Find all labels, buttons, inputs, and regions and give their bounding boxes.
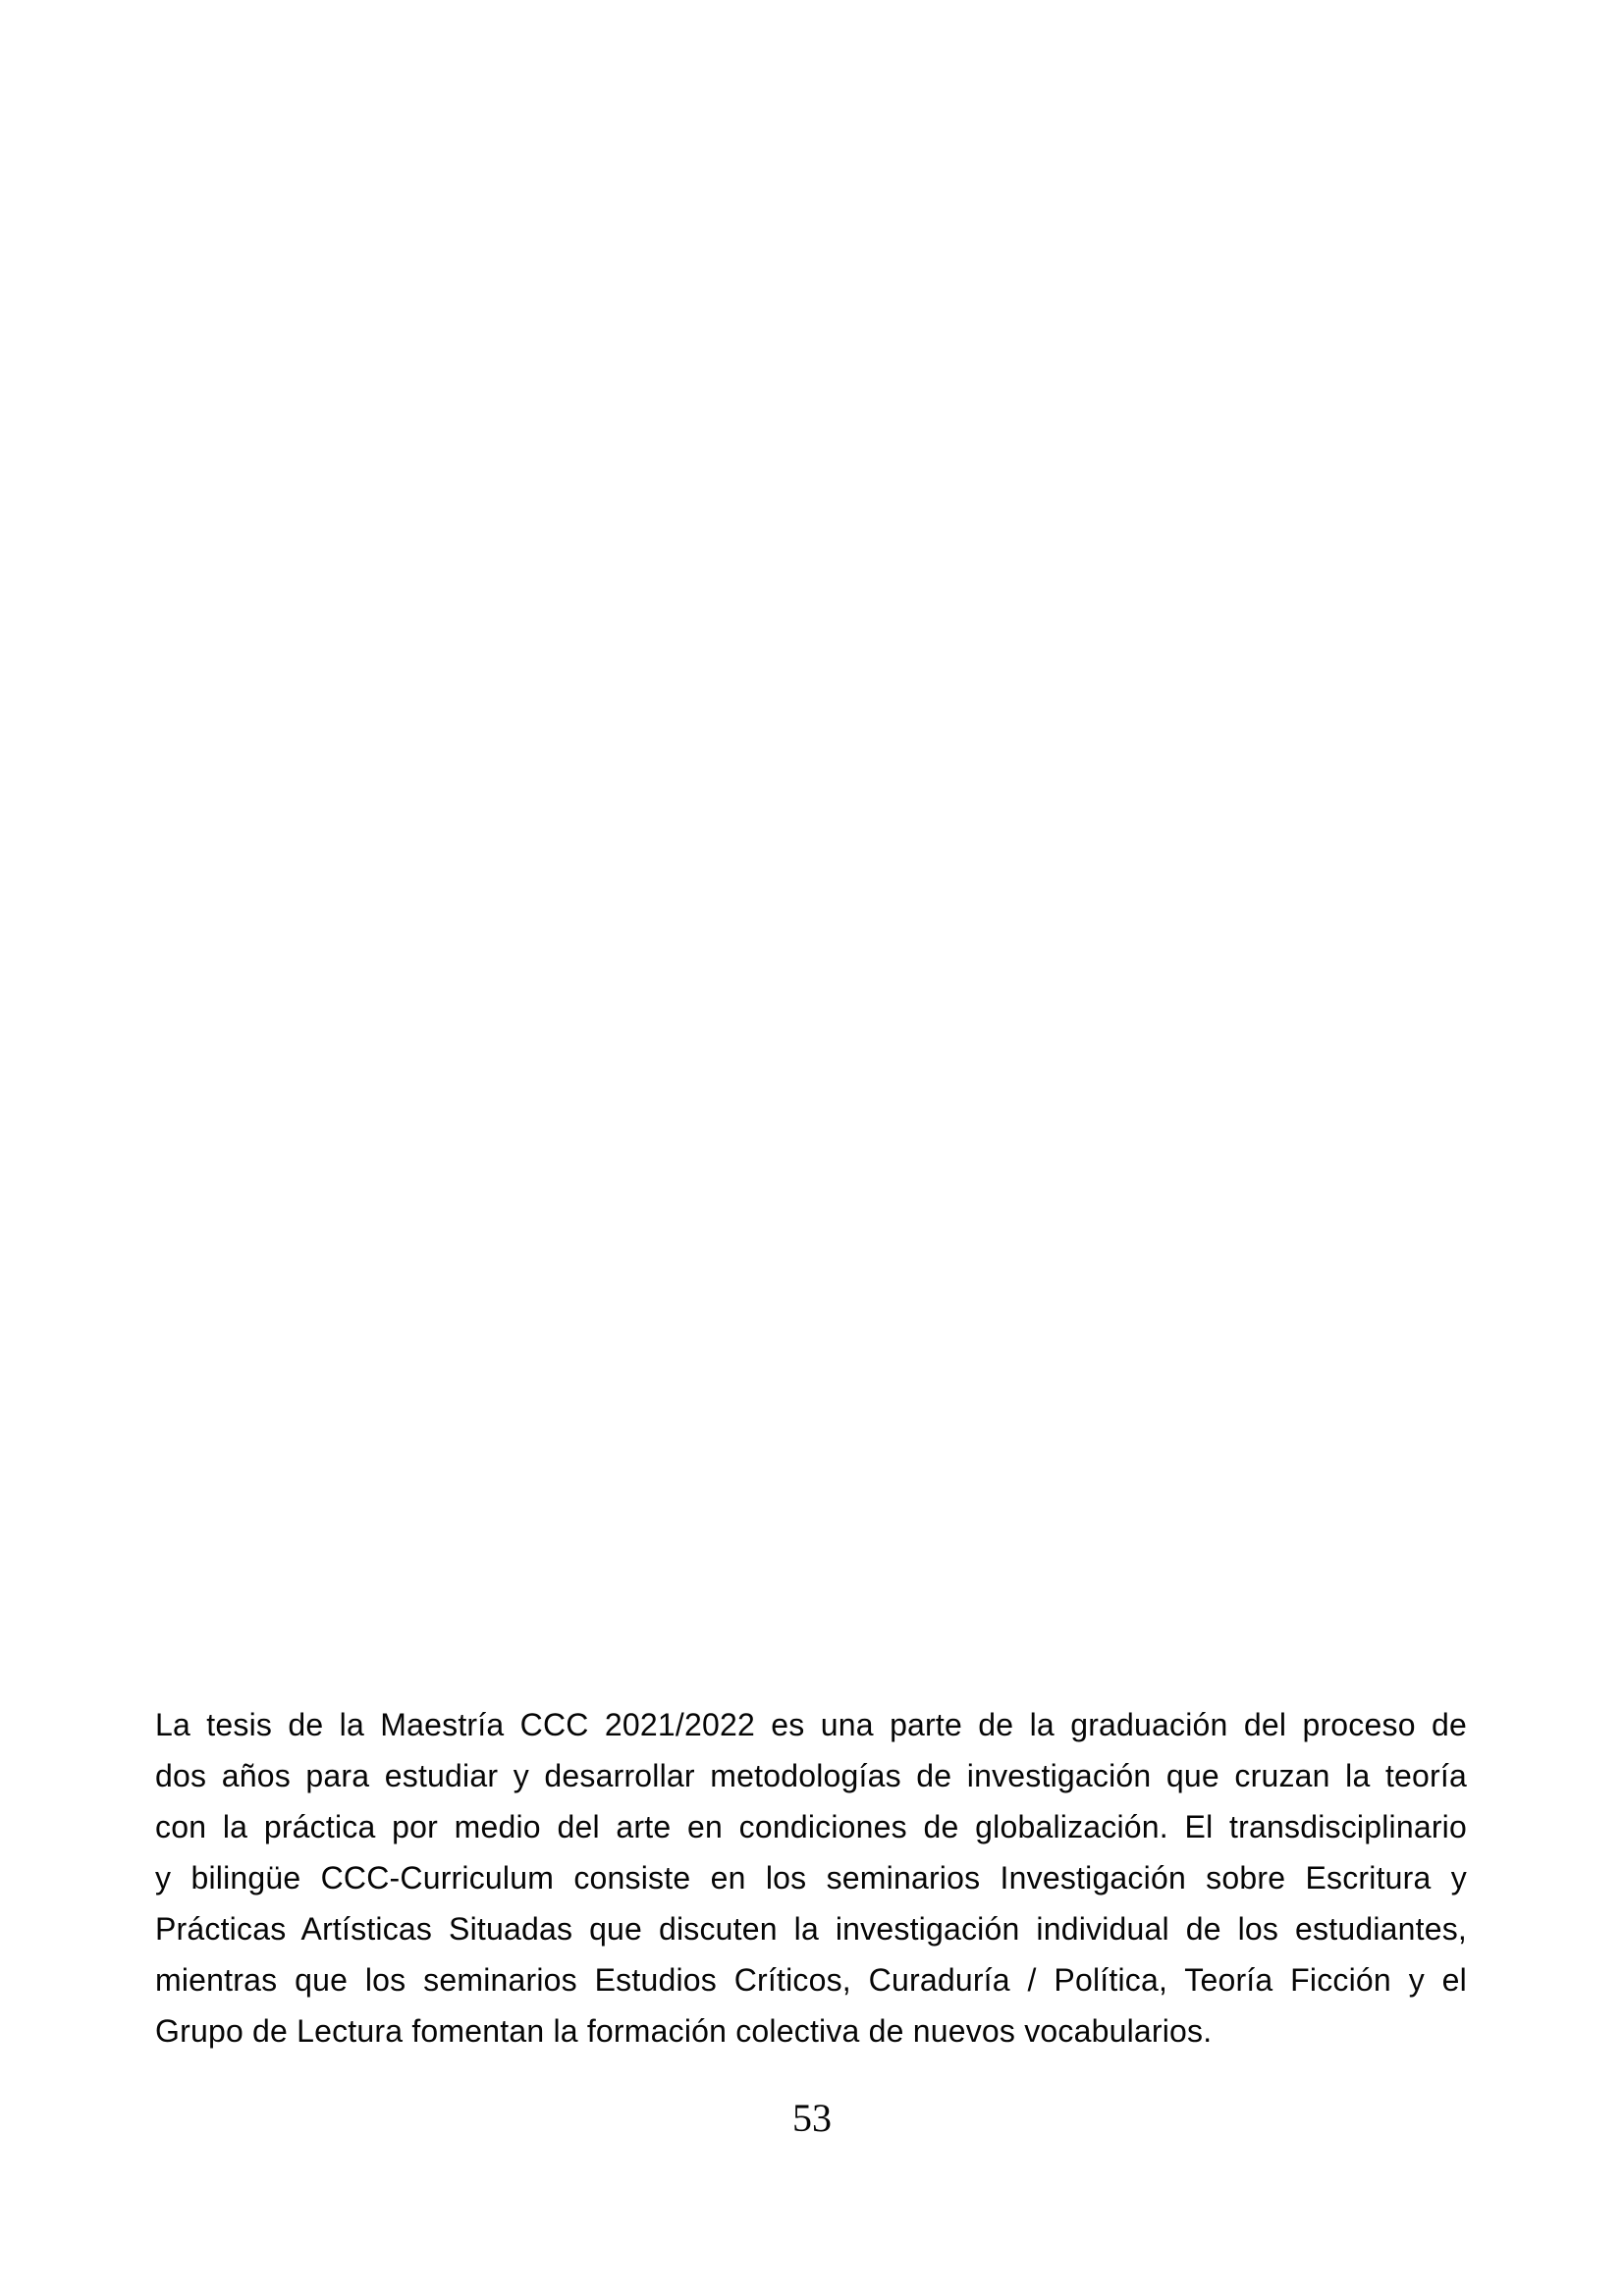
paragraph-line: mientras que los seminarios Estudios Críticos, Curaduría / Política, Teoría Ficción y el xyxy=(155,1962,1467,1998)
paragraph-line: Prácticas Artísticas Situadas que discuten la investigación individual de los estudiantes, xyxy=(155,1911,1467,1947)
paragraph-line: con la práctica por medio del arte en condiciones de globalización. El transdisciplinario xyxy=(155,1809,1467,1844)
paragraph-line: dos años para estudiar y desarrollar metodologías de investigación que cruzan la teoría xyxy=(155,1758,1467,1793)
paragraph-line: Grupo de Lectura fomentan la formación colectiva de nuevos vocabularios. xyxy=(155,2013,1213,2049)
paragraph-line: La tesis de la Maestría CCC 2021/2022 es una parte de la graduación del proceso de xyxy=(155,1707,1467,1742)
body-paragraph xyxy=(155,1699,1467,2056)
paragraph-line: y bilingüe CCC-Curriculum consiste en los seminarios Investigación sobre Escritura y xyxy=(155,1860,1467,1896)
page-number: 53 xyxy=(792,2096,832,2140)
